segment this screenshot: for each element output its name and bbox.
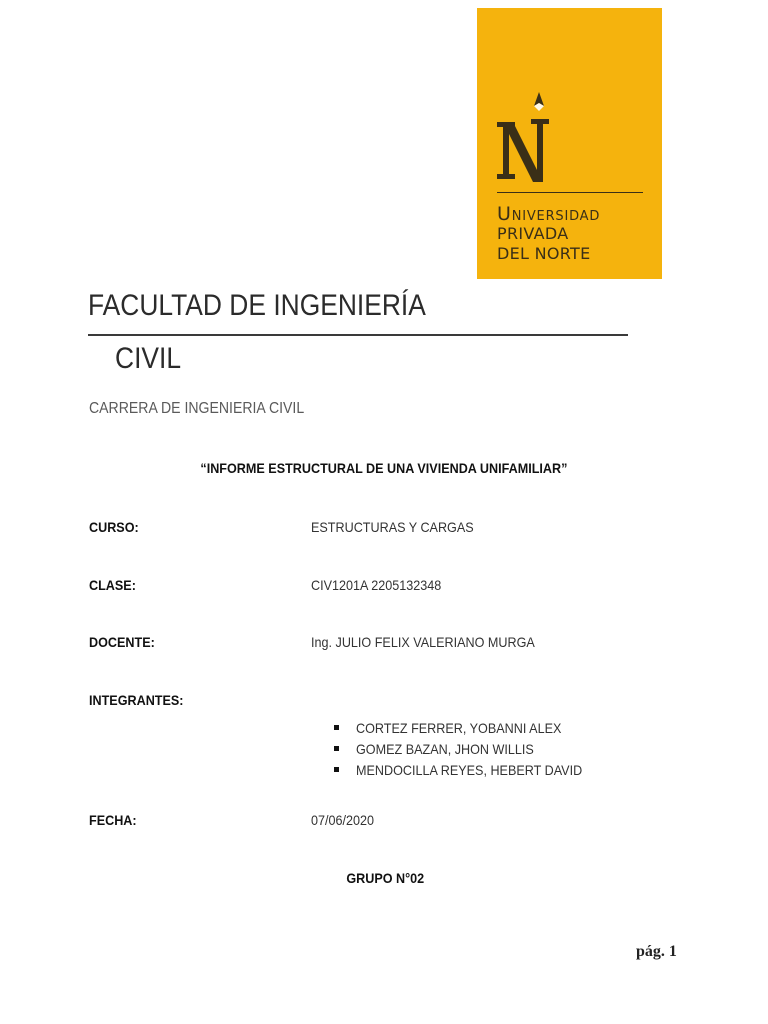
faculty-underline (88, 334, 628, 336)
date-value: 07/06/2020 (311, 812, 375, 828)
group-number-text: GRUPO N°02 (346, 870, 424, 886)
university-name (497, 204, 657, 264)
bullet-icon (334, 725, 339, 730)
member-name: CORTEZ FERRER, YOBANNI ALEX (356, 720, 562, 736)
upn-n-star-icon (495, 92, 555, 192)
university-logo (477, 8, 662, 279)
members-label: INTEGRANTES: (89, 692, 184, 708)
bullet-icon (334, 767, 339, 772)
teacher-value: Ing. JULIO FELIX VALERIANO MURGA (311, 634, 535, 650)
class-value: CIV1201A 2205132348 (311, 577, 442, 593)
university-name-line-3: DEL NORTE (497, 244, 591, 263)
member-name: GOMEZ BAZAN, JHON WILLIS (356, 741, 534, 757)
logo-divider (497, 192, 643, 193)
date-label: FECHA: (89, 812, 137, 828)
report-title (0, 458, 768, 478)
faculty-title-line-2: CIVIL (115, 342, 182, 375)
faculty-title: FACULTAD DE INGENIERÍA (88, 289, 426, 322)
report-title-text: “INFORME ESTRUCTURAL DE UNA VIVIENDA UNIFAMILIAR” (200, 460, 568, 476)
university-name-line-1: Universidad (497, 203, 601, 225)
class-label: CLASE: (89, 577, 136, 593)
member-name: MENDOCILLA REYES, HEBERT DAVID (356, 762, 583, 778)
group-number (0, 868, 768, 888)
teacher-label: DOCENTE: (89, 634, 155, 650)
course-value: ESTRUCTURAS Y CARGAS (311, 519, 474, 535)
bullet-icon (334, 746, 339, 751)
course-label: CURSO: (89, 519, 139, 535)
university-name-line-2: PRIVADA (497, 224, 569, 243)
career-name: CARRERA DE INGENIERIA CIVIL (89, 400, 305, 417)
page-number: pág. 1 (636, 943, 677, 960)
